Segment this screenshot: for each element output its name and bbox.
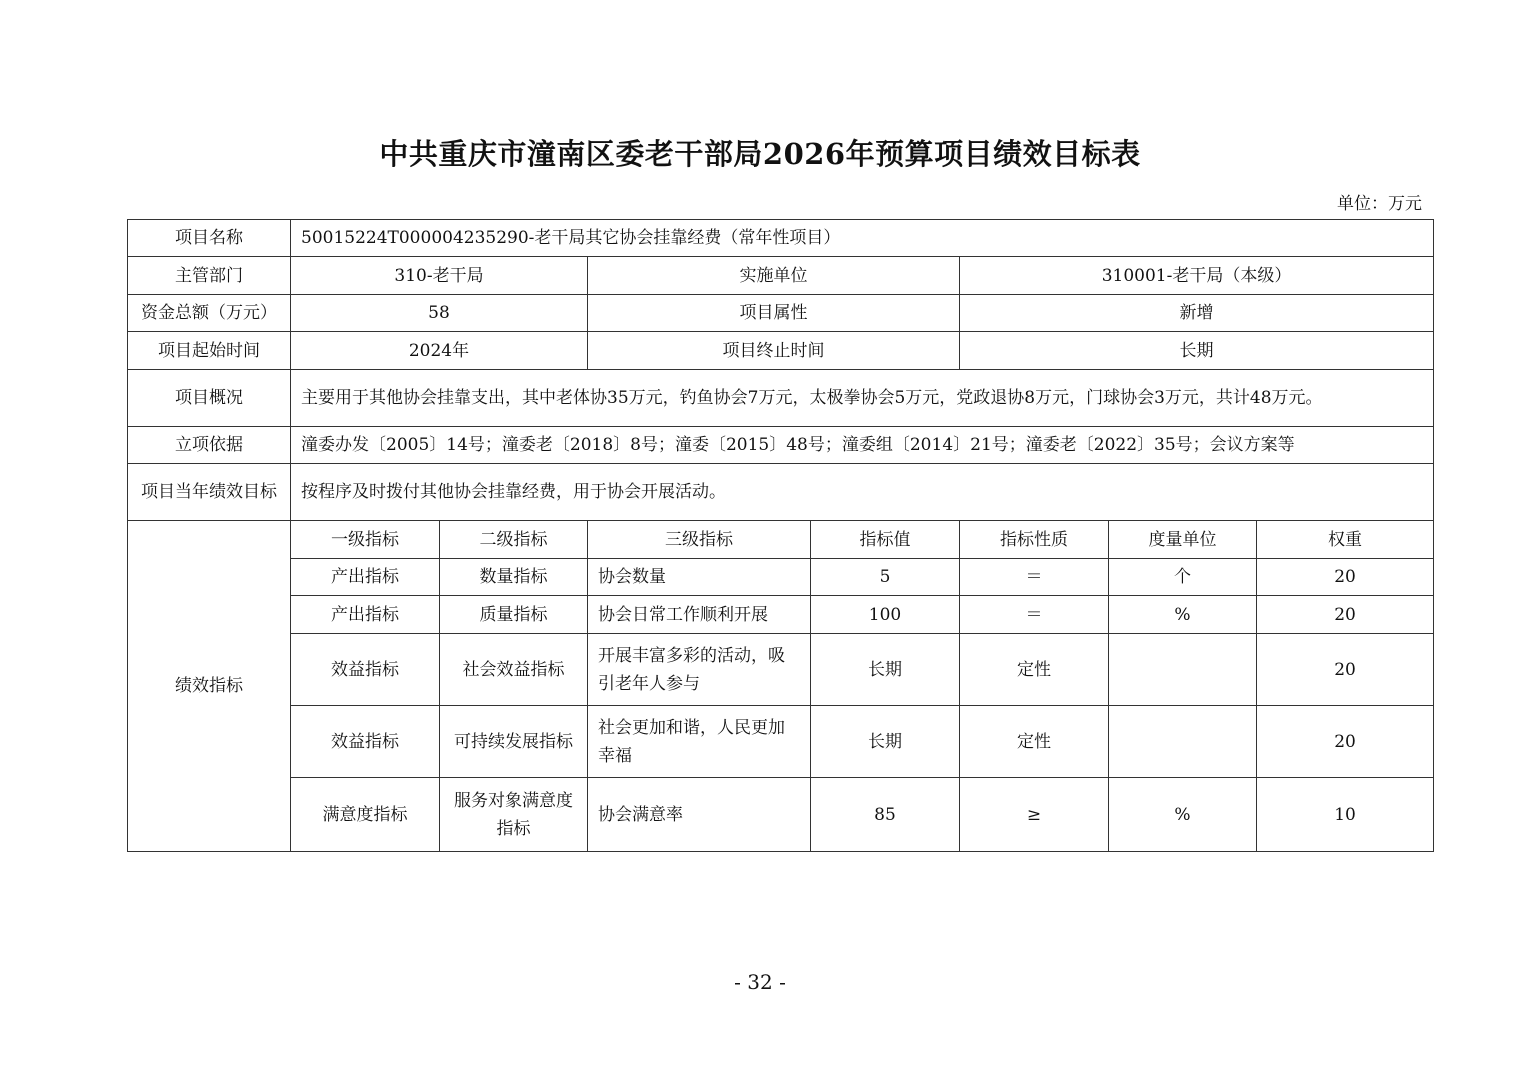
- fund-row: [128, 295, 1434, 332]
- header-level2: 二级指标: [440, 521, 588, 559]
- value-cell: 长期: [811, 634, 960, 706]
- weight-cell: 10: [1257, 778, 1434, 852]
- basis-label: 立项依据: [128, 427, 291, 464]
- attr-label: 项目属性: [588, 295, 960, 332]
- fund-label: 资金总额（万元）: [128, 295, 291, 332]
- impl-label: 实施单位: [588, 257, 960, 295]
- level3-cell: 社会更加和谐，人民更加幸福: [588, 706, 811, 778]
- basis-value: 潼委办发〔2005〕14号；潼委老〔2018〕8号；潼委〔2015〕48号；潼委组〔2014〕21号；潼委老〔2022〕35号；会议方案等: [291, 427, 1434, 464]
- weight-cell: 20: [1257, 596, 1434, 634]
- nature-cell: ＝: [960, 596, 1109, 634]
- table-row: [128, 706, 1434, 778]
- table-row: [128, 634, 1434, 706]
- table-row: [128, 778, 1434, 852]
- level2-cell: 数量指标: [440, 559, 588, 596]
- overview-label: 项目概况: [128, 370, 291, 427]
- dept-row: [128, 257, 1434, 295]
- performance-table: [127, 219, 1434, 852]
- header-level1: 一级指标: [291, 521, 440, 559]
- end-value: 长期: [960, 332, 1434, 370]
- unit-cell: %: [1109, 596, 1257, 634]
- dept-label: 主管部门: [128, 257, 291, 295]
- unit-cell: 个: [1109, 559, 1257, 596]
- overview-row: [128, 370, 1434, 427]
- goal-label: 项目当年绩效目标: [128, 464, 291, 521]
- level1-cell: 产出指标: [291, 596, 440, 634]
- table-row: [128, 559, 1434, 596]
- level3-cell: 协会日常工作顺利开展: [588, 596, 811, 634]
- nature-cell: 定性: [960, 634, 1109, 706]
- level3-cell: 开展丰富多彩的活动，吸引老年人参与: [588, 634, 811, 706]
- unit-cell: [1109, 634, 1257, 706]
- nature-cell: ≥: [960, 778, 1109, 852]
- level2-cell: 质量指标: [440, 596, 588, 634]
- start-value: 2024年: [291, 332, 588, 370]
- level1-cell: 效益指标: [291, 706, 440, 778]
- level2-cell: 服务对象满意度指标: [440, 778, 588, 852]
- indicators-section-label: 绩效指标: [128, 521, 291, 852]
- attr-value: 新增: [960, 295, 1434, 332]
- weight-cell: 20: [1257, 559, 1434, 596]
- project-name-value: 50015224T000004235290-老干局其它协会挂靠经费（常年性项目）: [291, 220, 1434, 257]
- header-unit: 度量单位: [1109, 521, 1257, 559]
- nature-cell: ＝: [960, 559, 1109, 596]
- unit-label: 单位：万元: [1337, 194, 1422, 214]
- nature-cell: 定性: [960, 706, 1109, 778]
- impl-value: 310001-老干局（本级）: [960, 257, 1434, 295]
- start-label: 项目起始时间: [128, 332, 291, 370]
- value-cell: 85: [811, 778, 960, 852]
- fund-value: 58: [291, 295, 588, 332]
- project-name-row: [128, 220, 1434, 257]
- project-name-label: 项目名称: [128, 220, 291, 257]
- level1-cell: 产出指标: [291, 559, 440, 596]
- unit-cell: %: [1109, 778, 1257, 852]
- header-value: 指标值: [811, 521, 960, 559]
- level3-cell: 协会数量: [588, 559, 811, 596]
- goal-row: [128, 464, 1434, 521]
- level3-cell: 协会满意率: [588, 778, 811, 852]
- value-cell: 100: [811, 596, 960, 634]
- level1-cell: 满意度指标: [291, 778, 440, 852]
- value-cell: 长期: [811, 706, 960, 778]
- level2-cell: 可持续发展指标: [440, 706, 588, 778]
- level2-cell: 社会效益指标: [440, 634, 588, 706]
- weight-cell: 20: [1257, 706, 1434, 778]
- basis-row: [128, 427, 1434, 464]
- page-title: 中共重庆市潼南区委老干部局2026年预算项目绩效目标表: [379, 137, 1141, 171]
- time-row: [128, 332, 1434, 370]
- end-label: 项目终止时间: [588, 332, 960, 370]
- dept-value: 310-老干局: [291, 257, 588, 295]
- header-level3: 三级指标: [588, 521, 811, 559]
- header-nature: 指标性质: [960, 521, 1109, 559]
- table-row: [128, 596, 1434, 634]
- value-cell: 5: [811, 559, 960, 596]
- indicator-header-row: [128, 521, 1434, 559]
- level1-cell: 效益指标: [291, 634, 440, 706]
- overview-value: 主要用于其他协会挂靠支出，其中老体协35万元，钓鱼协会7万元，太极拳协会5万元，党政退协8万元，门球协会3万元，共计48万元。: [291, 370, 1434, 427]
- goal-value: 按程序及时拨付其他协会挂靠经费，用于协会开展活动。: [291, 464, 1434, 521]
- header-weight: 权重: [1257, 521, 1434, 559]
- weight-cell: 20: [1257, 634, 1434, 706]
- page-number: - 32 -: [734, 970, 786, 994]
- unit-cell: [1109, 706, 1257, 778]
